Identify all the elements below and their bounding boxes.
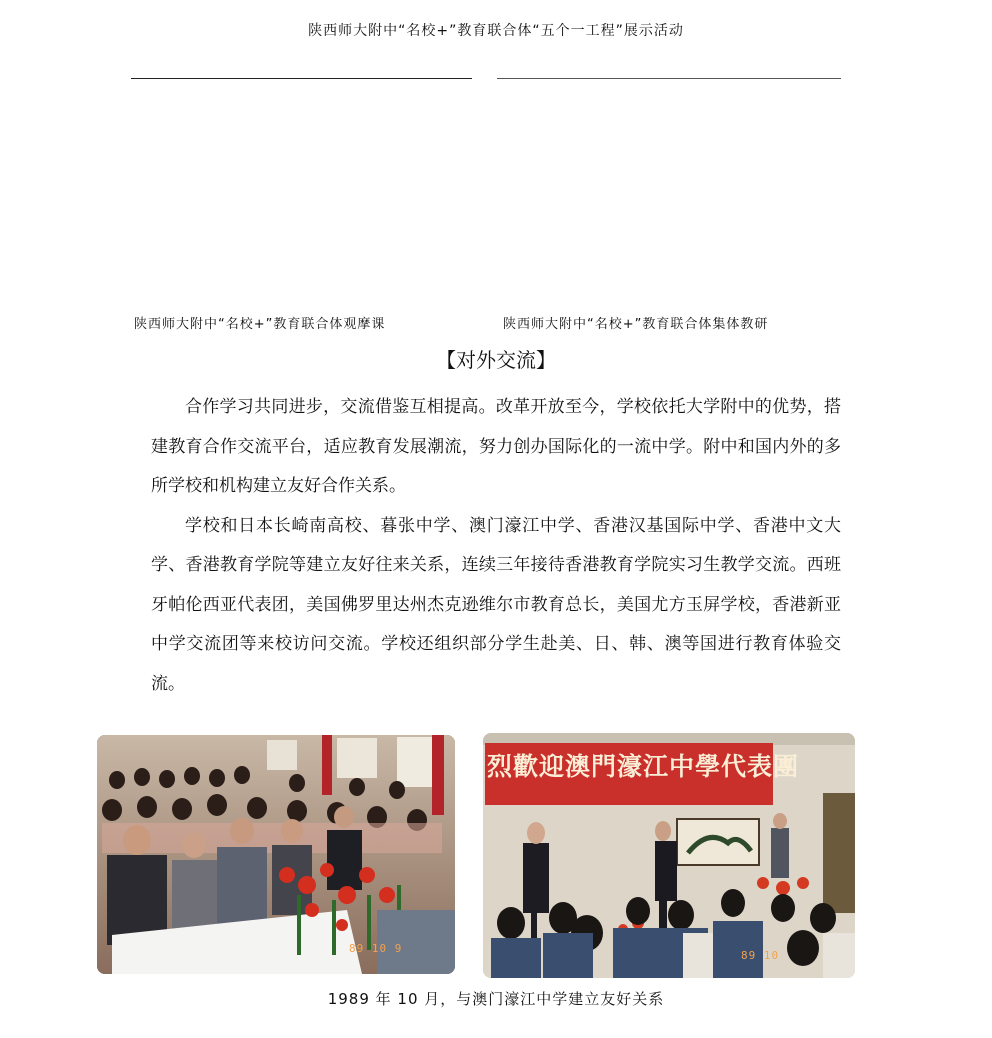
page-header-title: 陕西师大附中“名校+”教育联合体“五个一工程”展示活动	[308, 23, 684, 39]
section-title: 【对外交流】	[436, 348, 556, 372]
header-rule-left	[131, 78, 472, 79]
paragraph-2: 学校和日本长崎南高校、暮张中学、澳门濠江中学、香港汉基国际中学、香港中文大学、香港教育学院等建立友好往来关系，连续三年接待香港教育学院实习生教学交流。西班牙帕伦西亚代表团，美国佛罗里达州杰克逊维尔市教育总长，美国尤方玉屏学校，香港新亚中学交流团等来校访问交流。学校还组织部分学生赴美、日、韩、澳等国进行教育体验交流。	[151, 515, 841, 694]
body-text	[151, 388, 841, 704]
header-rule-right	[497, 78, 841, 79]
photo-auditorium-illustration	[97, 735, 455, 974]
photo-left-date-stamp: 89 10 9	[349, 942, 403, 955]
photo-auditorium	[97, 735, 455, 974]
paragraph-1: 合作学习共同进步，交流借鉴互相提高。改革开放至今，学校依托大学附中的优势，搭建教育合作交流平台，适应教育发展潮流，努力创办国际化的一流中学。附中和国内外的多所学校和机构建立友好合作关系。	[151, 397, 841, 496]
photo-banner-text: 烈歡迎澳門濠江中學代表團	[487, 752, 800, 781]
photo-right-date-stamp: 89 10	[741, 949, 780, 962]
top-caption-right: 陕西师大附中“名校+”教育联合体集体教研	[503, 317, 769, 332]
bottom-caption: 1989 年 10 月，与澳门濠江中学建立友好关系	[327, 990, 665, 1008]
top-caption-left: 陕西师大附中“名校+”教育联合体观摩课	[134, 317, 386, 332]
photo-ceremony	[483, 733, 855, 978]
